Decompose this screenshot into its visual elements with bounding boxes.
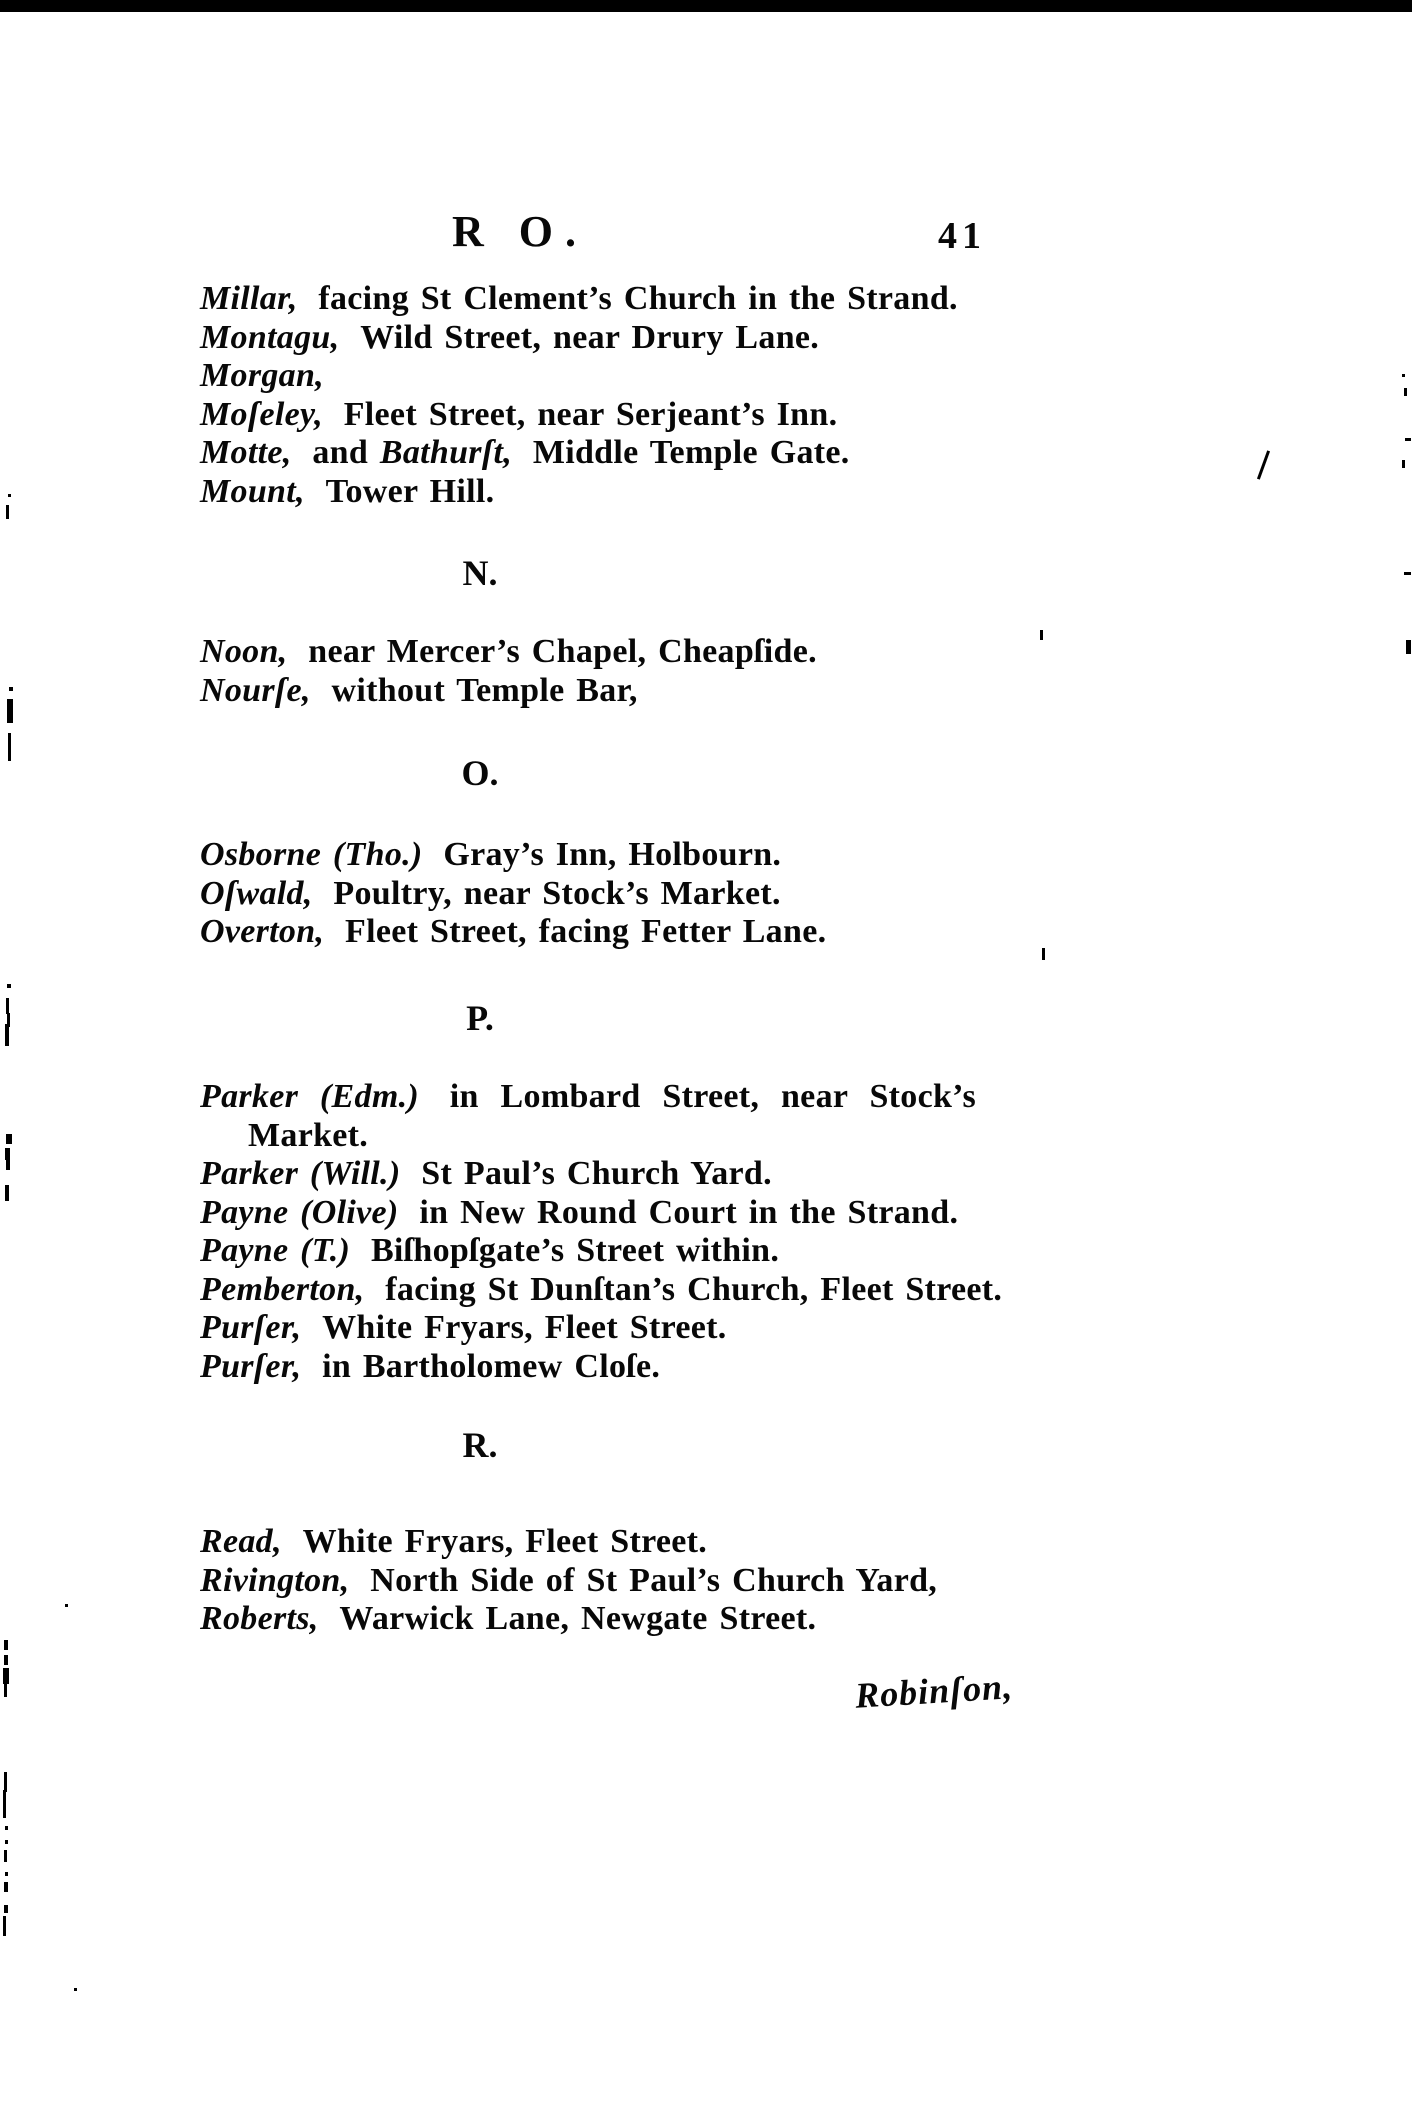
- entry-name: Moſeley,: [200, 395, 335, 433]
- scan-speck: [4, 1640, 8, 1650]
- entry-line: [200, 319, 958, 358]
- scan-speck: [7, 984, 11, 988]
- entry-name: Nourſe,: [200, 671, 323, 709]
- entry-line: [200, 1309, 1002, 1348]
- entry-address: Fleet Street, near Serjeant’s Inn.: [343, 395, 838, 433]
- entry-line: [200, 1232, 1002, 1271]
- entry-name: Parker (Will.): [200, 1155, 413, 1192]
- scan-speck: [1040, 630, 1043, 640]
- section-m-entries: [200, 280, 958, 511]
- scan-speck: [8, 733, 11, 761]
- entry-name: Purſer,: [200, 1347, 314, 1385]
- section-n-entries: [200, 633, 817, 710]
- scan-speck: [4, 1772, 7, 1792]
- scan-speck: [1402, 460, 1405, 468]
- entry-address: facing St Dunſtan’s Church, Fleet Street.: [385, 1270, 1003, 1308]
- entry-address: near Mercer’s Chapel, Cheapſide.: [308, 633, 817, 670]
- entry-name: Oſwald,: [200, 874, 325, 912]
- entry-name: Millar,: [200, 280, 310, 317]
- entry-name: Read,: [200, 1523, 294, 1560]
- section-heading-n: N.: [462, 553, 498, 593]
- entry-line: [200, 875, 826, 914]
- entry-address: in New Round Court in the Strand.: [419, 1193, 959, 1231]
- entry-name: Noon,: [200, 633, 300, 670]
- entry-line: [200, 1271, 1002, 1310]
- entry-address: and: [312, 434, 380, 471]
- scan-speck: [1404, 388, 1407, 396]
- entry-address: in Bartholomew Cloſe.: [322, 1347, 661, 1385]
- entry-line: [200, 836, 826, 875]
- scan-speck: [3, 1790, 6, 1818]
- scan-speck: [7, 699, 13, 723]
- entry-name: Rivington,: [200, 1561, 362, 1599]
- entry-address: Fleet Street, facing Fetter Lane.: [345, 913, 827, 950]
- scan-speck: [5, 1185, 9, 1201]
- entry-line: [200, 1523, 937, 1562]
- entry-line: [200, 1155, 1002, 1194]
- entry-name: Purſer,: [200, 1309, 314, 1346]
- entry-line: [200, 672, 817, 711]
- scan-speck: [1405, 438, 1411, 441]
- scan-speck: [4, 1905, 8, 1913]
- entry-line: [200, 1078, 1002, 1117]
- entry-address: Gray’s Inn, Holbourn.: [443, 836, 782, 873]
- section-o-entries: [200, 836, 826, 952]
- scan-speck: [6, 505, 9, 519]
- entry-name: Roberts,: [200, 1600, 331, 1637]
- section-heading-r: R.: [462, 1425, 498, 1465]
- entry-address: St Paul’s Church Yard.: [421, 1155, 772, 1192]
- entry-line: [200, 357, 958, 396]
- scan-speck: [74, 1988, 77, 1991]
- scan-speck: [8, 494, 11, 497]
- section-heading-o: O.: [461, 753, 499, 793]
- entry-line: [200, 1562, 937, 1601]
- entry-address: Market.: [248, 1116, 369, 1154]
- entry-name: Morgan,: [200, 357, 324, 394]
- section-r-entries: [200, 1523, 937, 1639]
- entry-address: Tower Hill.: [325, 472, 495, 510]
- entry-line: [200, 1117, 1002, 1156]
- scan-speck: [4, 1850, 7, 1862]
- scan-speck: [5, 1840, 8, 1844]
- entry-name: Pemberton,: [200, 1270, 377, 1308]
- scan-speck: [1042, 948, 1045, 960]
- scan-speck: [3, 1668, 9, 1684]
- entry-name: Montagu,: [200, 318, 352, 356]
- section-p-entries: [200, 1078, 1002, 1386]
- scan-speck: [1404, 572, 1411, 575]
- scan-speck: [5, 1872, 8, 1876]
- scan-speck: [1406, 640, 1411, 654]
- scan-speck: [6, 1134, 12, 1144]
- entry-address: Biſhopſgate’s Street within.: [370, 1232, 780, 1269]
- scan-speck: [6, 1160, 10, 1170]
- entry-line: [200, 434, 958, 473]
- entry-name: Payne (Olive): [200, 1193, 411, 1231]
- scan-speck: [4, 1683, 7, 1697]
- entry-name: Mount,: [200, 472, 317, 510]
- entry-name: Payne (T.): [200, 1232, 362, 1269]
- entry-address: in Lombard Street, near Stock’s: [449, 1078, 977, 1115]
- entry-address: Middle Temple Gate.: [532, 434, 850, 471]
- scan-speck: [5, 1826, 8, 1830]
- scan-speck: [65, 1604, 68, 1607]
- entry-address: Warwick Lane, Newgate Street.: [339, 1600, 817, 1637]
- scan-speck: [6, 998, 9, 1014]
- scan-speck: [9, 687, 13, 691]
- entry-address: facing St Clement’s Church in the Strand.: [318, 280, 958, 317]
- entry-address: North Side of St Paul’s Church Yard,: [370, 1561, 938, 1599]
- scan-speck: [4, 1655, 8, 1665]
- entry-address: Poultry, near Stock’s Market.: [333, 874, 781, 912]
- entry-line: [200, 1194, 1002, 1233]
- scan-speck: [5, 1148, 10, 1160]
- entry-address: White Fryars, Fleet Street.: [322, 1309, 727, 1346]
- entry-address: Wild Street, near Drury Lane.: [360, 318, 820, 356]
- entry-name: Parker (Edm.): [200, 1078, 441, 1115]
- entry-name: Osborne (Tho.): [200, 836, 435, 873]
- catchword: Robinſon,: [853, 1666, 1015, 1716]
- entry-name: Motte,: [200, 434, 304, 471]
- scan-speck: [1402, 374, 1405, 377]
- page-number: 41: [938, 215, 986, 257]
- entry-line: [200, 633, 817, 672]
- entry-line: [200, 396, 958, 435]
- entry-line: [200, 1348, 1002, 1387]
- entry-line: [200, 913, 826, 952]
- entry-name: Bathurſt,: [379, 434, 524, 471]
- running-header: R O.: [452, 207, 588, 256]
- entry-line: [200, 280, 958, 319]
- scan-speck: [3, 1916, 6, 1936]
- scan-speck: [4, 1882, 8, 1892]
- entry-line: [200, 1600, 937, 1639]
- entry-name: Overton,: [200, 913, 337, 950]
- entry-line: [200, 473, 958, 512]
- entry-address: White Fryars, Fleet Street.: [302, 1523, 708, 1560]
- scan-speck: [5, 1024, 9, 1046]
- section-heading-p: P.: [466, 998, 494, 1038]
- entry-address: without Temple Bar,: [331, 671, 638, 709]
